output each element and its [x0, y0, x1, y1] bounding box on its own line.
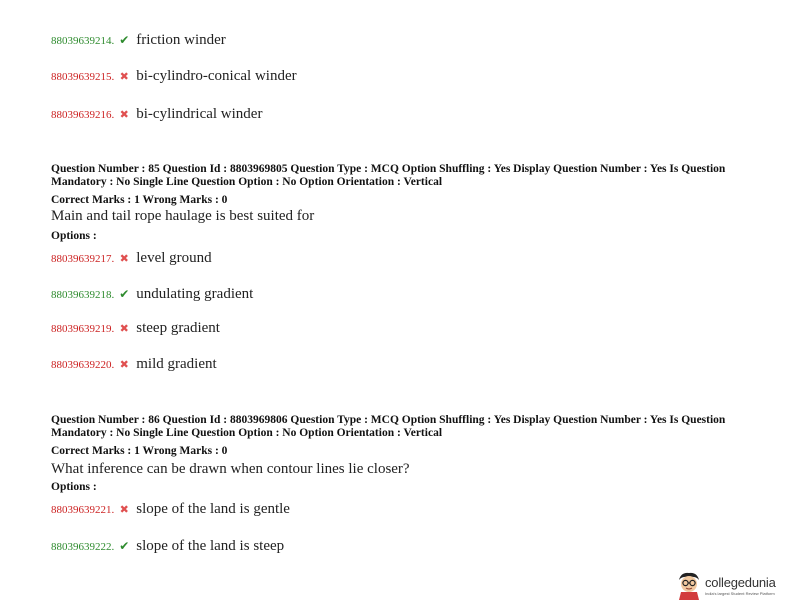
check-icon: ✔	[119, 539, 130, 553]
option-text: bi-cylindrical winder	[136, 106, 263, 122]
option-row	[51, 356, 217, 373]
check-icon: ✔	[119, 33, 130, 47]
cross-icon: ✖	[119, 359, 129, 371]
option-row	[51, 320, 220, 337]
mascot-icon	[676, 570, 702, 600]
options-label: Options :	[51, 481, 97, 493]
option-id: 88039639222.	[51, 541, 115, 553]
option-id: 88039639219.	[51, 323, 115, 335]
brand-name: collegedunia	[705, 574, 776, 590]
option-id: 88039639221.	[51, 504, 115, 516]
question-header: Question Number : 86 Question Id : 8803969806 Question Type : MCQ Option Shuffling : Yes Display Question Number : Yes Is Question Mandatory : No Single Line Question Option : No Option Orientation : Vertical	[51, 414, 726, 439]
option-id: 88039639218.	[51, 289, 115, 301]
option-text: slope of the land is gentle	[136, 501, 290, 517]
option-text: steep gradient	[136, 320, 220, 336]
option-text: bi-cylindro-conical winder	[136, 68, 297, 84]
option-row	[51, 68, 297, 85]
check-icon: ✔	[119, 287, 130, 301]
collegedunia-logo	[676, 566, 786, 604]
option-row	[51, 538, 284, 555]
question-marks: Correct Marks : 1 Wrong Marks : 0	[51, 194, 228, 206]
cross-icon: ✖	[119, 109, 129, 121]
question-header: Question Number : 85 Question Id : 8803969805 Question Type : MCQ Option Shuffling : Yes Display Question Number : Yes Is Question Mandatory : No Single Line Question Option : No Option Orientation : Vertical	[51, 163, 726, 188]
brand-tagline: India's largest Student Review Platform	[705, 590, 775, 596]
cross-icon: ✖	[119, 323, 129, 335]
option-text: slope of the land is steep	[136, 538, 285, 554]
option-id: 88039639215.	[51, 71, 115, 83]
option-row	[51, 32, 226, 49]
option-id: 88039639214.	[51, 35, 115, 47]
option-id: 88039639217.	[51, 253, 115, 265]
cross-icon: ✖	[119, 253, 129, 265]
question-text: What inference can be drawn when contour lines lie closer?	[51, 461, 410, 477]
option-id: 88039639220.	[51, 359, 115, 371]
option-id: 88039639216.	[51, 109, 115, 121]
cross-icon: ✖	[119, 71, 129, 83]
option-row	[51, 106, 262, 123]
question-text: Main and tail rope haulage is best suited for	[51, 208, 315, 224]
option-text: mild gradient	[136, 356, 217, 372]
option-text: level ground	[136, 250, 212, 266]
option-row	[51, 501, 290, 518]
option-text: undulating gradient	[136, 286, 254, 302]
question-marks: Correct Marks : 1 Wrong Marks : 0	[51, 445, 228, 457]
option-row	[51, 286, 253, 303]
options-label: Options :	[51, 230, 97, 242]
cross-icon: ✖	[119, 504, 129, 516]
option-row	[51, 250, 212, 267]
option-text: friction winder	[136, 32, 226, 48]
